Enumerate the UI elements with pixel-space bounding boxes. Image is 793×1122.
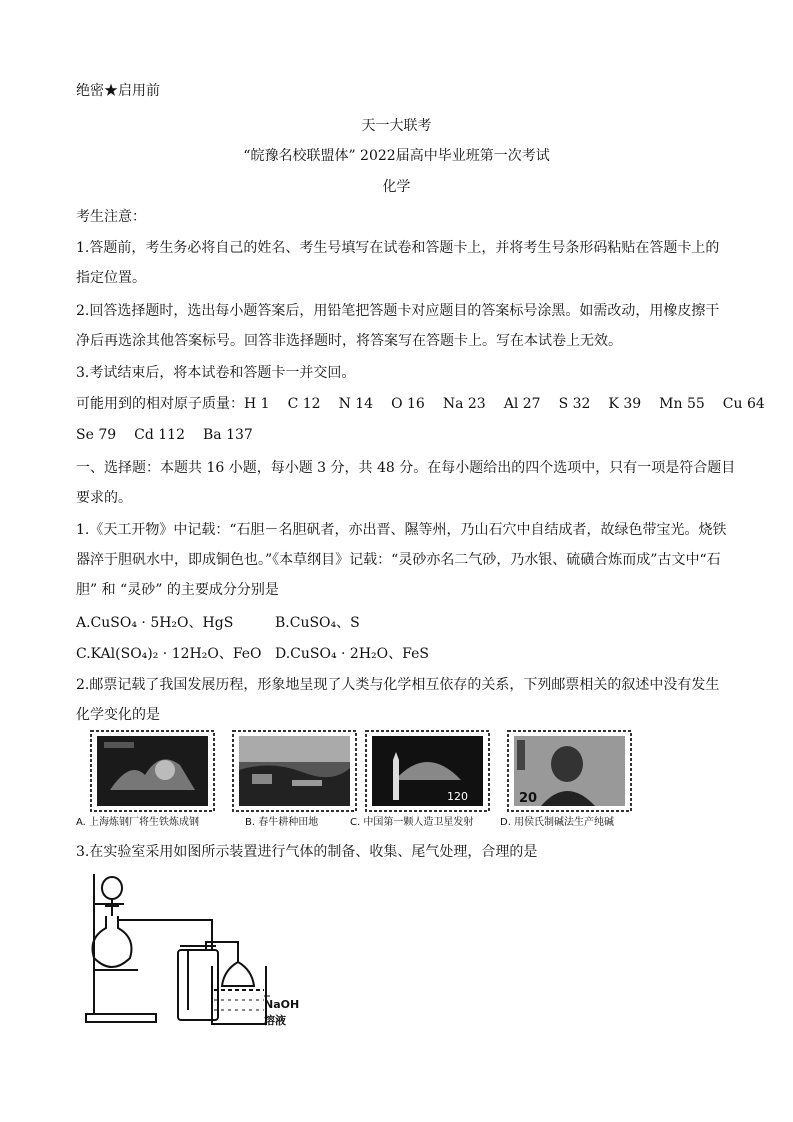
gas-apparatus-diagram — [80, 866, 320, 1036]
element-mass: Mn 55 — [659, 396, 705, 412]
subject-title: 化学 — [382, 179, 411, 195]
section-1-instructions-b: 要求的。 — [76, 490, 132, 506]
notice-item-2a: 2.回答选择题时，选出每小题答案后，用铅笔把答题卡对应题目的答案标号涂黑。如需改动，用橡皮擦干 — [76, 303, 720, 319]
atomic-mass-row-2 — [76, 425, 271, 445]
element-mass: H 1 — [244, 396, 270, 412]
q1-options-row-1 — [76, 613, 360, 633]
notice-item-2b: 净后再选涂其他答案标号。回答非选择题时，将答案写在答题卡上。写在本试卷上无效。 — [76, 333, 622, 349]
element-mass: N 14 — [338, 396, 374, 412]
element-mass: Cu 64 — [722, 396, 765, 412]
notice-item-1a: 1.答题前，考生务必将自己的姓名、考生号填写在试卷和答题卡上，并将考生号条形码粘贴在答题卡上的 — [76, 240, 720, 256]
section-1-instructions-a: 一、选择题：本题共 16 小题，每小题 3 分，共 48 分。在每小题给出的四个选项中，只有一项是符合题目 — [76, 460, 736, 476]
q2-line-a: 2.邮票记载了我国发展历程，形象地呈现了人类与化学相互依存的关系，下列邮票相关的叙述中没有发生 — [76, 677, 720, 693]
stamp-c-value: 120 — [447, 790, 468, 803]
atomic-mass-label: 可能用到的相对原子质量： — [76, 396, 244, 412]
exam-title: “皖豫名校联盟体” 2022届高中毕业班第一次考试 — [243, 148, 550, 164]
element-mass: Cd 112 — [134, 427, 185, 443]
stamp-c-caption: C. 中国第一颗人造卫星发射 — [350, 817, 474, 828]
q1-line-c: 胆” 和 “灵砂” 的主要成分分别是 — [76, 582, 279, 598]
element-mass: Al 27 — [503, 396, 541, 412]
notice-title: 考生注意： — [76, 209, 146, 225]
stamp-d-value: 20 — [519, 791, 538, 806]
q1-options-row-2 — [76, 644, 429, 664]
q2-line-b: 化学变化的是 — [76, 707, 160, 723]
q1-option-c: C.KAl(SO₄)₂ · 12H₂O、FeO — [76, 646, 262, 662]
stamp-b-caption: B. 春牛耕种田地 — [245, 817, 319, 828]
element-mass: C 12 — [287, 396, 321, 412]
q1-line-b: 器淬于胆矾水中，即成铜色也。”《本草纲目》记载：“灵砂亦名二气砂，乃水银、硫磺合炼而成”古文中“石 — [76, 552, 721, 568]
notice-item-1b: 指定位置。 — [76, 270, 146, 286]
secret-mark: 绝密★启用前 — [76, 83, 160, 99]
notice-item-3: 3.考试结束后，将本试卷和答题卡一并交回。 — [76, 365, 356, 381]
solution-label: 溶液 — [264, 1014, 286, 1027]
q1-option-a: A.CuSO₄ · 5H₂O、HgS — [76, 615, 234, 631]
element-mass: S 32 — [558, 396, 591, 412]
element-mass: O 16 — [391, 396, 425, 412]
element-mass: Ba 137 — [203, 427, 253, 443]
naoh-label: NaOH — [264, 998, 300, 1011]
atomic-mass-row-1 — [76, 394, 765, 414]
element-mass: Se 79 — [76, 427, 117, 443]
stamp-d-image — [507, 730, 632, 812]
q1-option-d: D.CuSO₄ · 2H₂O、FeS — [275, 646, 429, 662]
q1-option-b: B.CuSO₄、S — [275, 615, 360, 631]
org-title: 天一大联考 — [361, 118, 432, 134]
stamp-c-image — [365, 730, 490, 812]
stamp-a-image — [90, 730, 215, 812]
element-mass: K 39 — [608, 396, 642, 412]
element-mass: Na 23 — [442, 396, 486, 412]
q1-line-a: 1.《天工开物》中记载：“石胆－名胆矾者，亦出晋、隰等州，乃山石穴中自结成者，故绿色带宝光。烧铁 — [76, 522, 727, 538]
stamp-a-caption: A. 上海炼钢厂将生铁炼成钢 — [76, 817, 200, 828]
stamp-b-image — [232, 730, 357, 812]
stamp-d-caption: D. 用侯氏制碱法生产纯碱 — [500, 817, 615, 828]
q3-line: 3.在实验室采用如图所示装置进行气体的制备、收集、尾气处理，合理的是 — [76, 844, 538, 860]
